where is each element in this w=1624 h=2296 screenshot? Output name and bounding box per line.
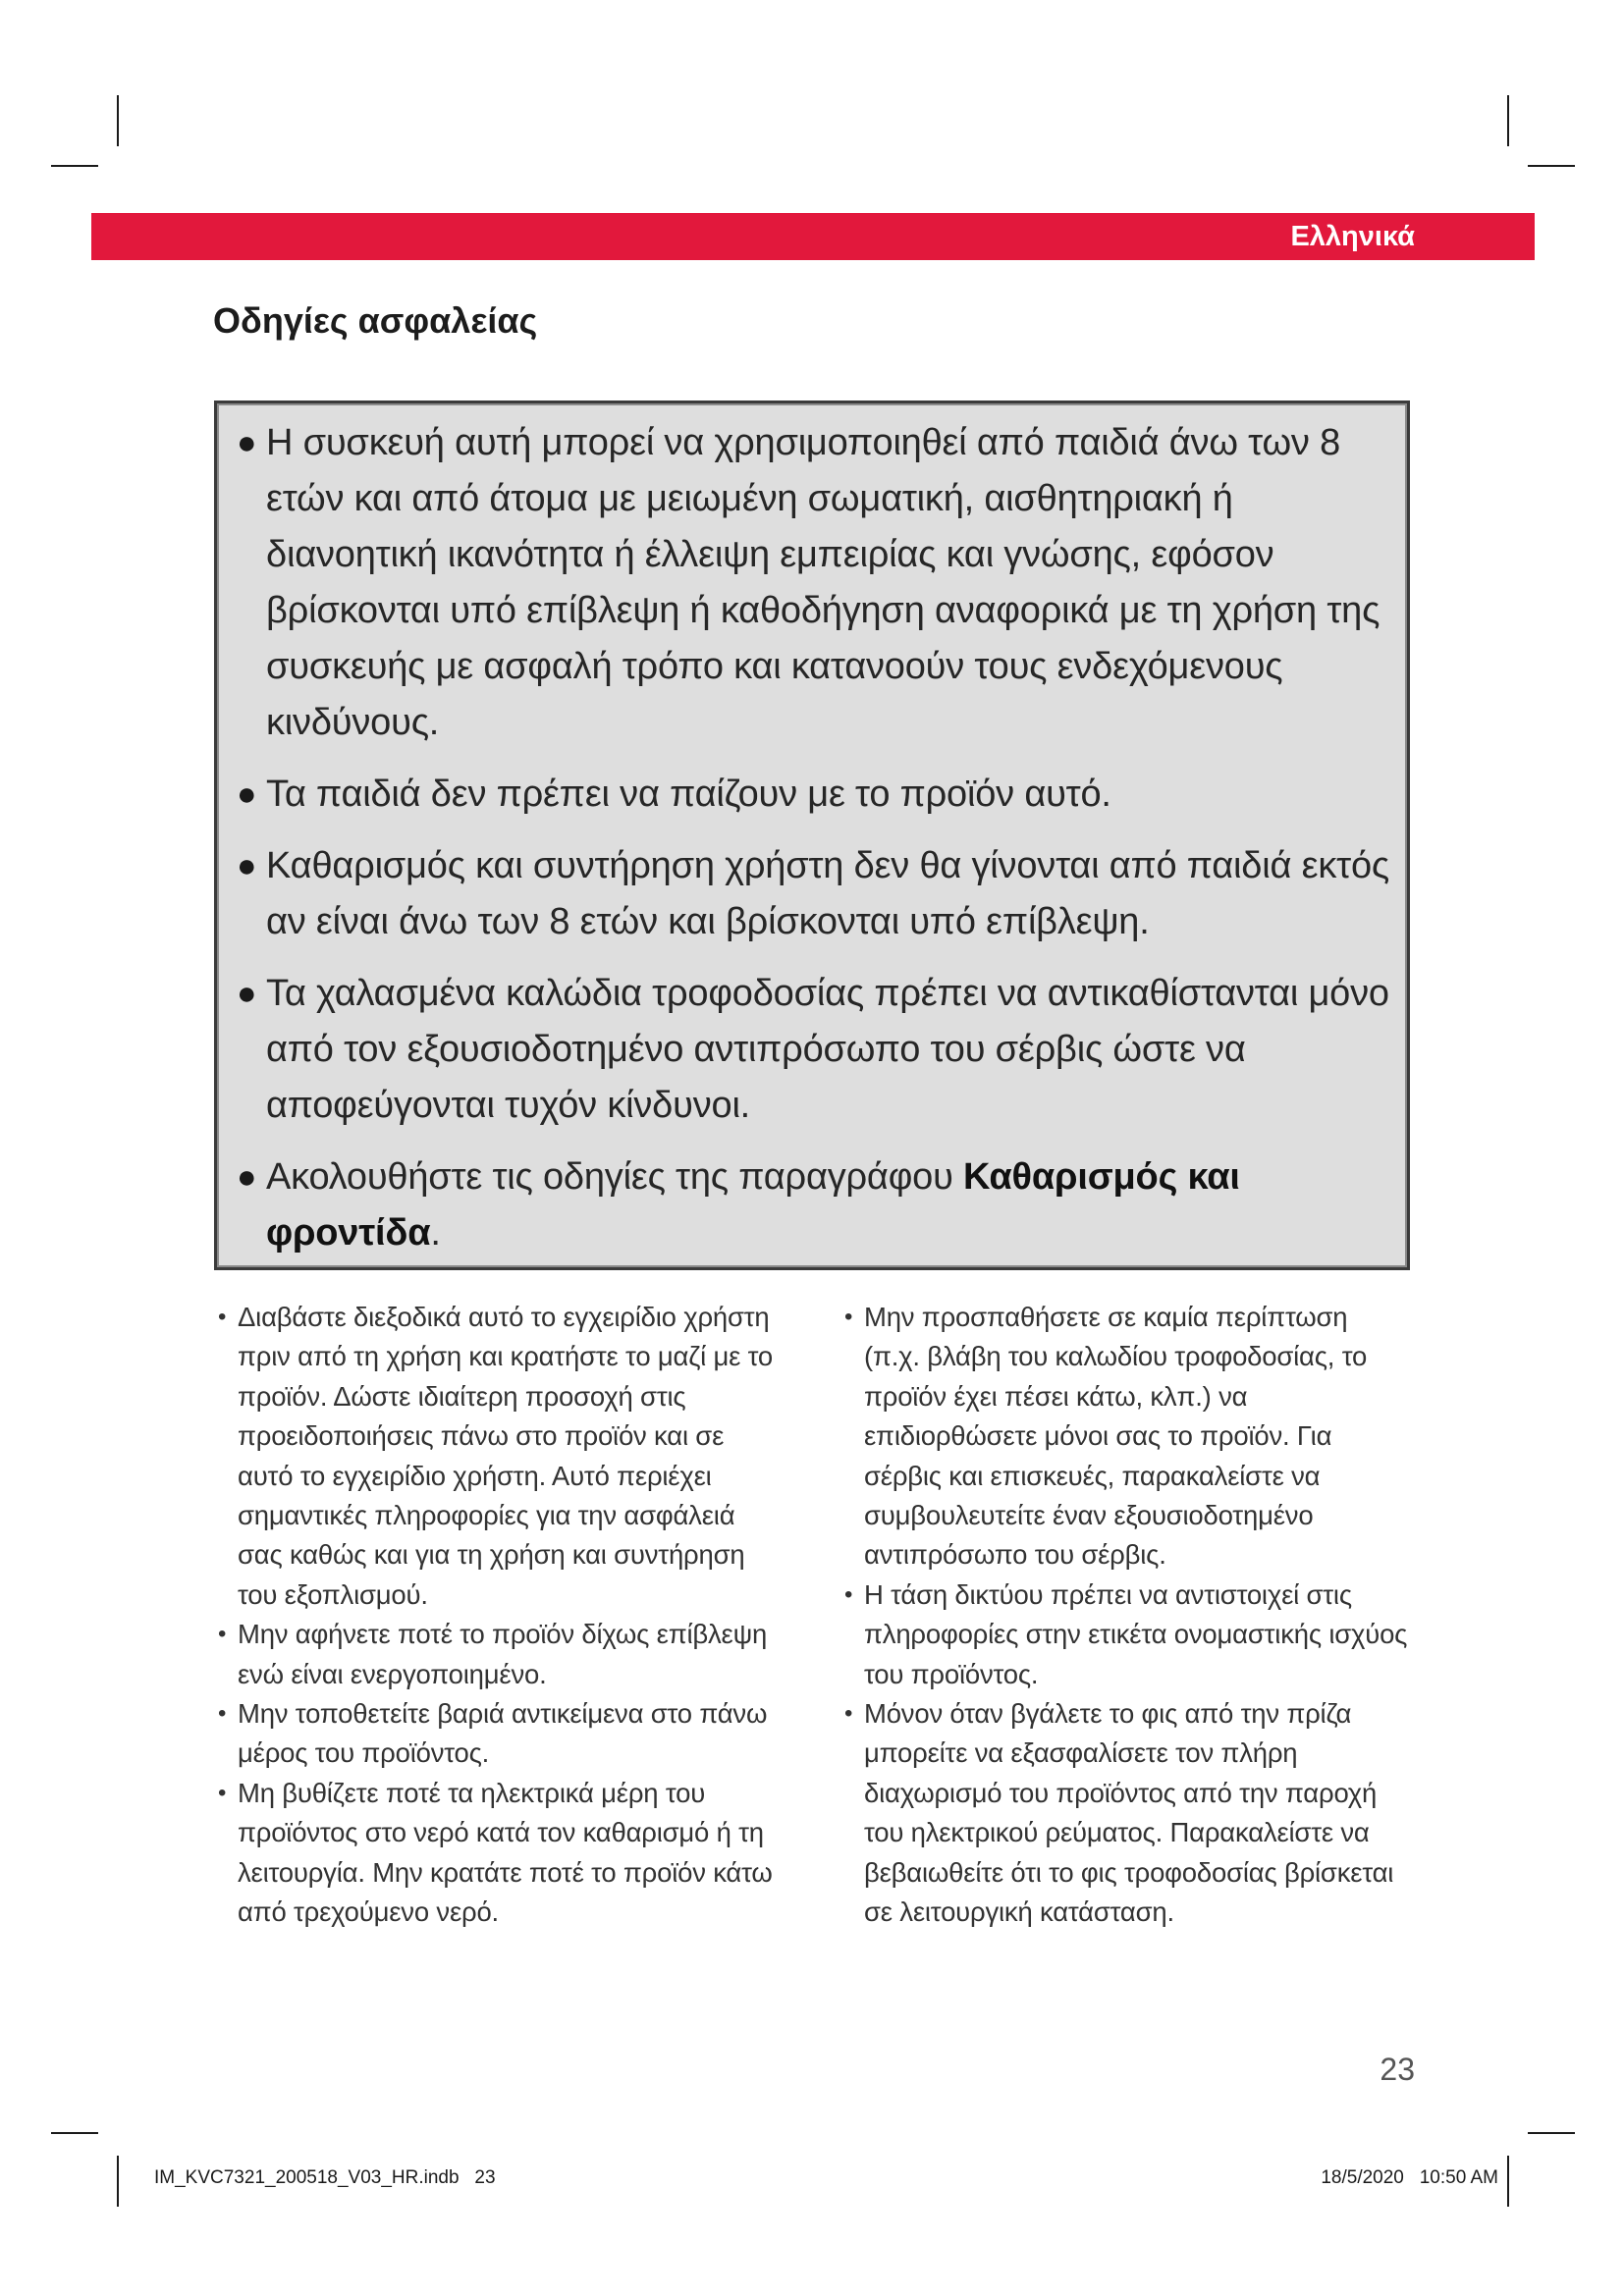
footer-file-info bbox=[154, 2167, 496, 2189]
warning-item bbox=[237, 966, 1399, 1134]
list-item-text: Η τάση δικτύου πρέπει να αντιστοιχεί στις πληροφορίες στην ετικέτα ονομαστικής ισχύος του προϊόντος. bbox=[864, 1578, 1408, 1689]
language-header-bar bbox=[91, 213, 1535, 260]
warning-item-text: Καθαρισμός και συντήρηση χρήστη δεν θα γίνονται από παιδιά εκτός αν είναι άνω των 8 ετών και βρίσκονται υπό επίβλεψη. bbox=[266, 845, 1390, 942]
bullet-icon: ● bbox=[237, 847, 257, 884]
language-label: Ελληνικά bbox=[1290, 220, 1415, 252]
list-item bbox=[214, 1774, 782, 1933]
list-item-text: Μην τοποθετείτε βαριά αντικείμενα στο πάνω μέρος του προϊόντος. bbox=[238, 1698, 768, 1769]
list-item bbox=[214, 1694, 782, 1774]
list-item-text: Διαβάστε διεξοδικά αυτό το εγχειρίδιο χρήστη πριν από τη χρήση και κρατήστε το μαζί με το προϊόν. Δώστε ιδιαίτερη προσοχή στις προειδοποιήσεις πάνω στο προϊόν και σε αυτό το εγχειρίδιο χρήστη. Αυτό περιέχει σημαντικές πληροφορίες για την ασφάλειά σας καθώς και για τη χρήση και συντήρηση του εξοπλισμού. bbox=[238, 1302, 773, 1610]
crop-mark-bottom-right-vertical bbox=[1507, 2156, 1509, 2207]
warning-item-text-prefix: Ακολουθήστε τις οδηγίες της παραγράφου bbox=[266, 1156, 964, 1198]
warning-box bbox=[214, 400, 1410, 1270]
bullet-icon: ● bbox=[237, 1158, 257, 1196]
bullet-icon: ● bbox=[237, 775, 257, 813]
list-item bbox=[214, 1615, 782, 1694]
main-content bbox=[214, 400, 1410, 1933]
warning-item bbox=[237, 1149, 1399, 1261]
right-safety-list bbox=[840, 1298, 1410, 1933]
crop-mark-top-right-vertical bbox=[1507, 95, 1509, 146]
warning-item bbox=[237, 838, 1399, 950]
page-number: 23 bbox=[1380, 2052, 1415, 2087]
left-safety-list bbox=[214, 1298, 782, 1933]
bullet-icon: • bbox=[844, 1700, 853, 1728]
list-item bbox=[214, 1298, 782, 1615]
list-item bbox=[840, 1575, 1410, 1694]
list-item bbox=[840, 1298, 1410, 1575]
bullet-icon: • bbox=[218, 1700, 227, 1728]
bullet-icon: • bbox=[218, 1304, 227, 1330]
warning-item bbox=[237, 415, 1399, 751]
crop-mark-top-left-vertical bbox=[117, 95, 119, 146]
bullet-icon: • bbox=[218, 1779, 227, 1806]
list-item-text: Μη βυθίζετε ποτέ τα ηλεκτρικά μέρη του προϊόντος στο νερό κατά τον καθαρισμό ή τη λειτουργία. Μην κρατάτε ποτέ το προϊόν κάτω από τρεχούμενο νερό. bbox=[238, 1777, 773, 1928]
footer-file-name: IM_KVC7321_200518_V03_HR.indb bbox=[154, 2167, 460, 2188]
bullet-icon: • bbox=[844, 1580, 853, 1608]
left-column bbox=[214, 1298, 782, 1933]
warning-item-text-suffix: . bbox=[430, 1212, 441, 1254]
bullet-icon: ● bbox=[237, 424, 257, 461]
crop-mark-top-left-horizontal bbox=[51, 165, 98, 167]
bullet-icon: • bbox=[844, 1304, 853, 1330]
crop-mark-top-right-horizontal bbox=[1528, 165, 1575, 167]
bullet-icon: ● bbox=[237, 975, 257, 1012]
bullet-icon: • bbox=[218, 1621, 227, 1648]
crop-mark-bottom-left-vertical bbox=[117, 2156, 119, 2207]
list-item-text: Μην αφήνετε ποτέ το προϊόν δίχως επίβλεψη ενώ είναι ενεργοποιημένο. bbox=[238, 1619, 768, 1689]
list-item-text: Μόνον όταν βγάλετε το φις από την πρίζα μπορείτε να εξασφαλίσετε τον πλήρη διαχωρισμό του προϊόντος από την παροχή του ηλεκτρικού ρεύματος. Παρακαλείστε να βεβαιωθείτε ότι το φις τροφοδοσίας βρίσκεται σε λειτουργική κατάσταση. bbox=[864, 1698, 1394, 1928]
warning-item-text: Τα χαλασμένα καλώδια τροφοδοσίας πρέπει να αντικαθίστανται μόνο από τον εξουσιοδοτημένο αντιπρόσωπο του σέρβις ώστε να αποφεύγονται τυχόν κίνδυνοι. bbox=[266, 973, 1389, 1126]
warning-list bbox=[237, 415, 1399, 1261]
list-item-text: Μην προσπαθήσετε σε καμία περίπτωση (π.χ. βλάβη του καλωδίου τροφοδοσίας, το προϊόν έχει πέσει κάτω, κλπ.) να επιδιορθώσετε μόνοι σας το προϊόν. Για σέρβις και επισκευές, παρακαλείστε να συμβουλευτείτε έναν εξουσιοδοτημένο αντιπρόσωπο του σέρβις. bbox=[864, 1302, 1368, 1571]
two-column-section bbox=[214, 1298, 1410, 1933]
right-column bbox=[840, 1298, 1410, 1933]
footer-timestamp bbox=[1321, 2167, 1498, 2189]
section-reference: Καθαρισμός και φροντίδα bbox=[266, 1156, 1240, 1254]
footer-time: 10:50 AM bbox=[1419, 2167, 1498, 2188]
crop-mark-bottom-left-horizontal bbox=[51, 2132, 98, 2134]
warning-item-text: Η συσκευή αυτή μπορεί να χρησιμοποιηθεί από παιδιά άνω των 8 ετών και από άτομα με μειωμένη σωματική, αισθητηριακή ή διανοητική ικανότητα ή έλλειψη εμπειρίας και γνώσης, εφόσον βρίσκονται υπό επίβλεψη ή καθοδήγηση αναφορικά με τη χρήση της συσκευής με ασφαλή τρόπο και κατανοούν τους ενδεχόμενους κινδύνους. bbox=[266, 422, 1380, 743]
crop-mark-bottom-right-horizontal bbox=[1528, 2132, 1575, 2134]
warning-item bbox=[237, 767, 1399, 823]
list-item bbox=[840, 1694, 1410, 1932]
page-title: Οδηγίες ασφαλείας bbox=[213, 300, 538, 341]
footer-date: 18/5/2020 bbox=[1321, 2167, 1404, 2188]
footer-page: 23 bbox=[474, 2167, 496, 2188]
warning-item-text: Τα παιδιά δεν πρέπει να παίζουν με το προϊόν αυτό. bbox=[266, 774, 1111, 815]
